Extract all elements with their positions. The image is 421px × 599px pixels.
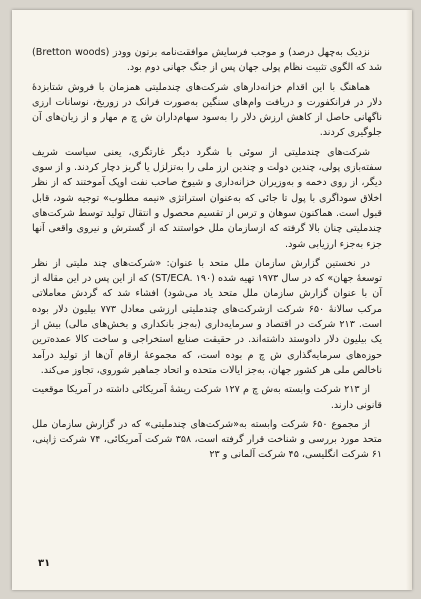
paragraph: هماهنگ با این اقدام خزانه‌دارهای شرکت‌های چندملیتی همزمان با فروش شتابزدهٔ دلار در فرانکفورت و دریافت وام‌های سنگین به‌صورت فرانک در زوریخ، نوسانات ارزی ناگهانی حاصل از کاهش ارزش دلار را به‌سود سهام‌داران ش چ م مهار و از زیان‌های آن جلوگیری کردند. — [32, 81, 382, 139]
body-text — [32, 45, 382, 463]
paragraph: از مجموع ۶۵۰ شرکت وابسته به«شرکت‌های چندملیتی» که در گزارش سازمان ملل متحد مورد بررسی و شناخت قرار گرفته است، ۳۵۸ شرکت آمریکائی، ۷۴ شرکت ژاپنی، ۶۱ شرکت انگلیسی، ۴۵ شرکت آلمانی و ۲۳ — [32, 418, 382, 461]
page-edge-shadow — [406, 10, 412, 590]
book-page — [12, 10, 412, 590]
page-number: ۳۱ — [38, 558, 51, 569]
paragraph: شرکت‌های چندملیتی از سوئی با شگرد دیگر غارتگری، یعنی سیاست شریف سفته‌بازی پولی، چندین دولت و چندین ارز ملی را به‌تزلزل یا گریز دچار کردند. و از سوی دیگر، از روی دخمه و به‌وزیران خزانه‌داری و شیوخ صاحب نفت اوپک آموختند که از نظر اخلاق سوداگری با پول تا جائی که به‌عنوان استراتژی «نیمه مطلوب» توجیه شود، قابل قبول است. هماکنون سوهان و ترس از تقسیم محصول و انتقال تولید توسط شرکت‌های چندملیتی چنان بالا گرفته که ازسازمان ملل خواستند که از گسترش و نیروی واقعی آنها جزء به‌جزء ارزیابی شود. — [32, 146, 382, 250]
paragraph: در نخستین گزارش سازمان ملل متحد با عنوان: «شرکت‌های چند ملیتی از نظر توسعهٔ جهان» که در سال ۱۹۷۳ تهیه شده (ST/ECA. ۱۹۰) که از این پس در این مقاله از آن با عنوان گزارش سازمان ملل متحد یاد می‌شود) افشاء شد که گردش معاملاتی مرکب سالانهٔ ۶۵۰ شرکت ازشرکت‌های چندملیتی ارزشی معادل ۷۷۳ بیلیون دلار بوده است. ۲۱۳ شرکت در اقتصاد و سرمایه‌داری (به‌جز بانکداری و بخش‌های مالی) بیش از یک بیلیون دلار دادوستد داشته‌اند. در حقیقت صنایع استخراجی و ساخت کالا عمده‌ترین حوزه‌های سرمایه‌گذاری ش چ م بوده است، که مجموعهٔ ارقام آن‌ها از تولید درآمد ناخالص ملی هر کشور جهان، به‌جز ایالات متحده و اتحاد جماهیر شوروی، تجاوز می‌کند. — [32, 257, 382, 376]
paragraph: از ۲۱۳ شرکت وابسته به‌ش چ م ۱۲۷ شرکت ریشهٔ آمریکائی داشته در آمریکا موقعیت قانونی دارند. — [32, 384, 382, 411]
paragraph: نزدیک به‌چهل درصد) و موجب فرسایش موافقت‌نامه برتون وودز (Bretton woods) شد که الگوی تثبیت نظام پولی جهان پس از جنگ جهانی دوم بود. — [32, 47, 382, 74]
